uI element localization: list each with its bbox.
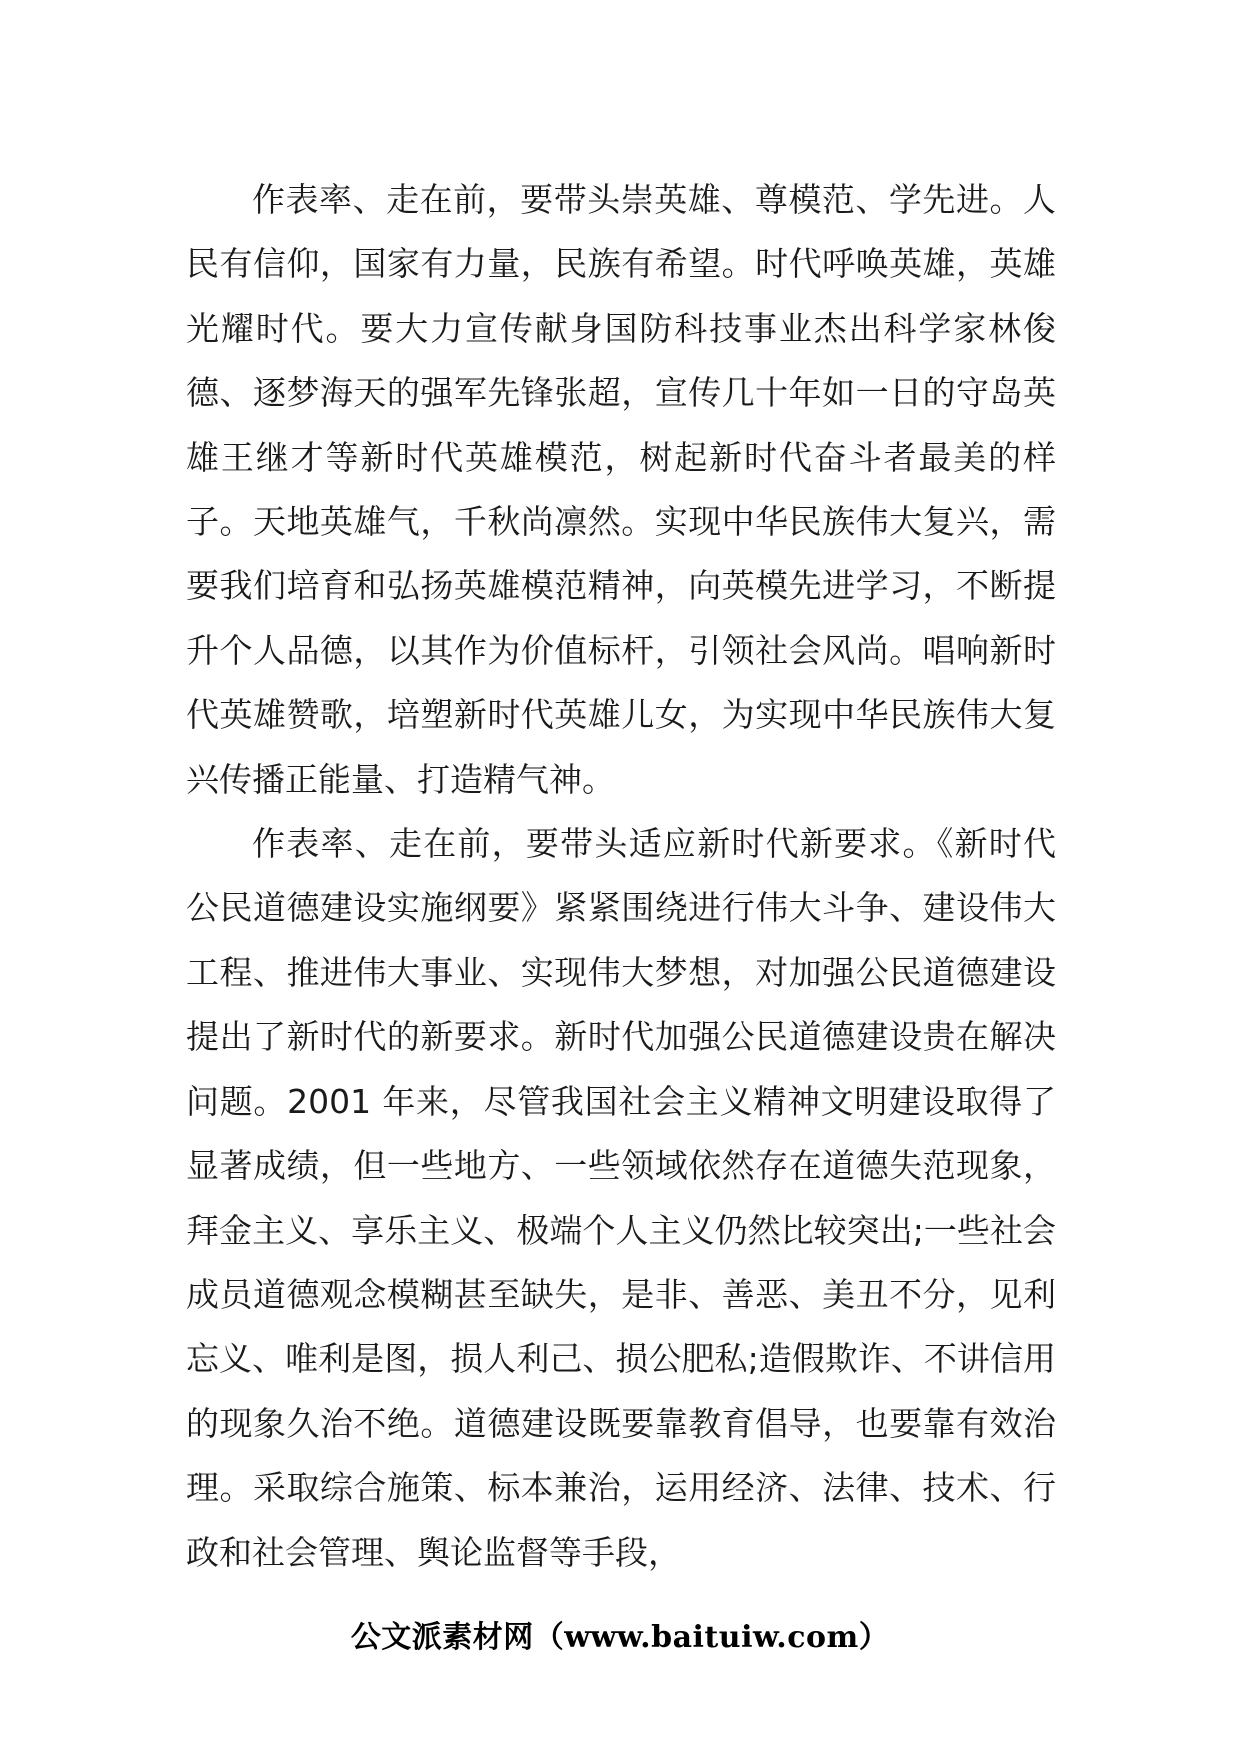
document-body [186,168,1056,1585]
page-footer-watermark: 公文派素材网（www.baituiw.com） [350,1620,890,1655]
paragraph-1: 作表率、走在前，要带头崇英雄、尊模范、学先进。人民有信仰，国家有力量，民族有希望。时代呼唤英雄，英雄光耀时代。要大力宣传献身国防科技事业杰出科学家林俊德、逐梦海天的强军先锋张超，宣传几十年如一日的守岛英雄王继才等新时代英雄模范，树起新时代奋斗者最美的样子。天地英雄气，千秋尚凛然。实现中华民族伟大复兴，需要我们培育和弘扬英雄模范精神，向英模先进学习，不断提升个人品德，以其作为价值标杆，引领社会风尚。唱响新时代英雄赞歌，培塑新时代英雄儿女，为实现中华民族伟大复兴传播正能量、打造精气神。 [186,180,1056,799]
paragraph-2: 作表率、走在前，要带头适应新时代新要求。《新时代公民道德建设实施纲要》紧紧围绕进行伟大斗争、建设伟大工程、推进伟大事业、实现伟大梦想，对加强公民道德建设提出了新时代的新要求。新时代加强公民道德建设贵在解决问题。2001 年来，尽管我国社会主义精神文明建设取得了显著成绩，但一些地方、一些领域依然存在道德失范现象，拜金主义、享乐主义、极端个人主义仍然比较突出;一些社会成员道德观念模糊甚至缺失，是非、善恶、美丑不分，见利忘义、唯利是图，损人利己、损公肥私;造假欺诈、不讲信用的现象久治不绝。道德建设既要靠教育倡导，也要靠有效治理。采取综合施策、标本兼治，运用经济、法律、技术、行政和社会管理、舆论监督等手段， [186,824,1056,1572]
